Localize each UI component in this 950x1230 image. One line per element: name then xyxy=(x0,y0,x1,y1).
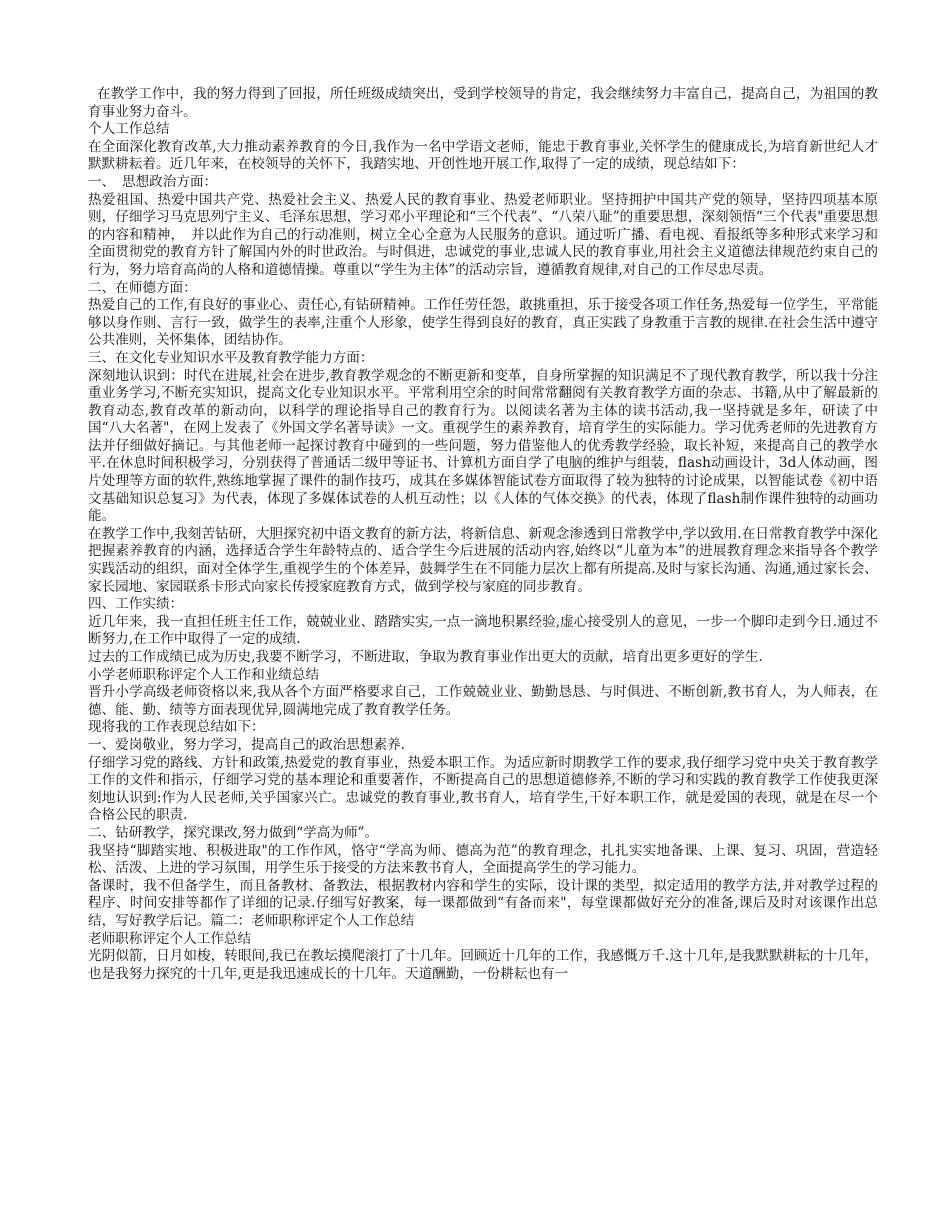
paragraph-intro: 在全面深化教育改革,大力推动素养教育的今日,我作为一名中学语文老师，能忠于教育事业,关怀学生的健康成长,为培育新世纪人才默默耕耘着。近几年来，在校领导的关怀下，我踏实地、开创性地开展工作,取得了一定的成绩，现总结如下： xyxy=(88,138,878,173)
paragraph-lesson-prep: 备课时，我不但备学生，而且备教材、备教法，根据教材内容和学生的实际，设计课的类型，拟定适用的教学方法,并对教学过程的程序、时间安排等都作了详细的记录.仔细写好教案，每一课都做到“有备而来"，每堂课都做好充分的准备,课后及时对该课作出总结，写好教学后记。篇二：老师职称评定个人工作总结 xyxy=(88,877,878,929)
paragraph-knowledge: 深刻地认识到：时代在进展,社会在进步,教育教学观念的不断更新和变革，自身所掌握的知识满足不了现代教育教学，所以我十分注重业务学习,不断充实知识，提高文化专业知识水平。平常利用空余的时间常常翻阅有关教育教学方面的杂志、书籍,从中了解最新的教育动态,教育改革的新动向，以科学的理论指导自己的教育行为。以阅读名著为主体的读书活动,我一坚持就是多年，研读了中国“八大名著"，在网上发表了《外国文学名著导读》一文。重视学生的素养教育，培育学生的实际能力。学习优秀老师的先进教育方法并仔细做好摘记。与其他老师一起探讨教育中碰到的一些问题，努力借鉴他人的优秀教学经验，取长补短，来提高自己的教学水平.在休息时间积极学习，分别获得了普通话二级甲等证书、计算机方面自学了电脑的维护与组装，flash动画设计，3d人体动画，图片处理等方面的软件,熟练地掌握了课件的制作技巧，成其在多媒体智能试卷方面取得了较为独特的讨论成果，以智能试卷《初中语文基础知识总复习》为代表，体现了多媒体试卷的人机互动性；以《人体的气体交换》的代表，体现了flash制作课件独特的动画功能。 xyxy=(88,367,878,525)
paragraph-teaching: 在教学工作中,我刻苦钻研，大胆探究初中语文教育的新方法，将新信息、新观念渗透到日常教学中,学以致用.在日常教育教学中深化把握素养教育的内涵，选择适合学生年龄特点的、适合学生今后进展的活动内容,始终以“儿童为本”的进展教育理念来指导各个教学实践活动的组织，面对全体学生,重视学生的个体差异，鼓舞学生在不同能力层次上都有所提高.及时与家长沟通、沟通,通过家长会、家长园地、家园联系卡形式向家长传授家庭教育方式，做到学校与家庭的同步教育。 xyxy=(88,525,878,595)
section-heading-political: 一、 思想政治方面： xyxy=(88,173,218,190)
paragraph-reflection: 光阴似箭，日月如梭，转眼间,我已在教坛摸爬滚打了十几年。回顾近十几年的工作，我感慨万千.这十几年,是我默默耕耘的十几年，也是我努力探究的十几年,更是我迅速成长的十几年。天道酬勤，一份耕耘也有一 xyxy=(88,948,878,982)
paragraph-future: 过去的工作成绩已成为历史,我要不断学习，不断进取，争取为教育事业作出更大的贡献，培育出更多更好的学生. xyxy=(88,649,763,665)
section-heading-dedication: 一、爱岗敬业，努力学习，提高自己的政治思想素养. xyxy=(88,736,405,753)
paragraph-dedication: 仔细学习党的路线、方针和政策,热爱党的教育事业，热爱本职工作。为适应新时期教学工作的要求,我仔细学习党中央关于教育教学工作的文件和指示，仔细学习党的基本理论和重要著作，不断提高自己的思想道德修养,不断的学习和实践的教育教学工作使我更深刻地认识到:作为人民老师,关乎国家兴亡。忠诚党的教育事业,教书育人，培育学生,干好本职工作，就是爱国的表现，就是在尽一个合格公民的职责. xyxy=(88,754,878,824)
paragraph-promotion: 晋升小学高级老师资格以来,我从各个方面严格要求自己，工作兢兢业业、勤勤恳恳、与时俱进、不断创新,教书育人，为人师表，在德、能、勤、绩等方面表现优异,圆满地完成了教育教学任务。 xyxy=(88,684,878,718)
paragraph-ethics: 热爱自己的工作,有良好的事业心、责任心,有钻研精神。工作任劳任怨，敢挑重担，乐于接受各项工作任务,热爱每一位学生，平常能够以身作则、言行一致，做学生的表率,注重个人形象，使学生得到良好的教育，真正实践了身教重于言教的规律.在社会生活中遵守公共准则，关怀集体，团结协作。 xyxy=(88,297,878,349)
heading-primary-teacher-summary: 小学老师职称评定个人工作和业绩总结 xyxy=(88,666,320,683)
document-page xyxy=(88,86,878,983)
paragraph-summary-lead: 现将我的工作表现总结如下： xyxy=(88,719,265,736)
paragraph-research: 我坚持“脚踏实地、积极进取"的工作作风，恪守“学高为师、德高为范”的教育理念，扎扎实实地备课、上课、复习、巩固，营造轻松、活泼、上进的学习氛围，用学生乐于接受的方法来教书育人，全面提高学生的学习能力。 xyxy=(88,842,878,877)
paragraph-political: 热爱祖国、热爱中国共产党、热爱社会主义、热爱人民的教育事业、热爱老师职业。坚持拥护中国共产党的领导，坚持四项基本原则，仔细学习马克思列宁主义、毛泽东思想，学习邓小平理论和“三个代表”、“八荣八耻”的重要思想，深刻领悟“三个代表"重要思想的内容和精神， 并以此作为自己的行动准则，树立全心全意为人民服务的意识。通过听广播、看电视、看报纸等多种形式来学习和全面贯彻党的教育方针了解国内外的时世政治。与时俱进，忠诚党的事业,忠诚人民的教育事业,用社会主义道德法律规范约束自己的行为，努力培育高尚的人格和道德情操。尊重以“学生为主体”的活动宗旨，遵循教育规律,对自己的工作尽忠尽责。 xyxy=(88,191,878,278)
section-heading-ethics: 二、在师德方面： xyxy=(88,279,197,296)
heading-title-evaluation: 老师职称评定个人工作总结 xyxy=(88,930,252,947)
section-heading-research: 二、钻研教学，探究课改,努力做到“学高为师”。 xyxy=(88,824,379,841)
paragraph-1: 在教学工作中，我的努力得到了回报，所任班级成绩突出，受到学校领导的肯定，我会继续努力丰富自己，提高自己，为祖国的教育事业努力奋斗。 xyxy=(88,86,878,120)
section-heading-achievements: 四、工作实绩： xyxy=(88,596,184,613)
section-heading-knowledge: 三、在文化专业知识水平及教育教学能力方面： xyxy=(88,349,374,366)
heading-personal-summary: 个人工作总结 xyxy=(88,121,170,138)
paragraph-achievements: 近几年来，我一直担任班主任工作，兢兢业业、踏踏实实,一点一滴地积累经验,虚心接受别人的意见，一步一个脚印走到今日.通过不断努力,在工作中取得了一定的成绩. xyxy=(88,613,878,648)
